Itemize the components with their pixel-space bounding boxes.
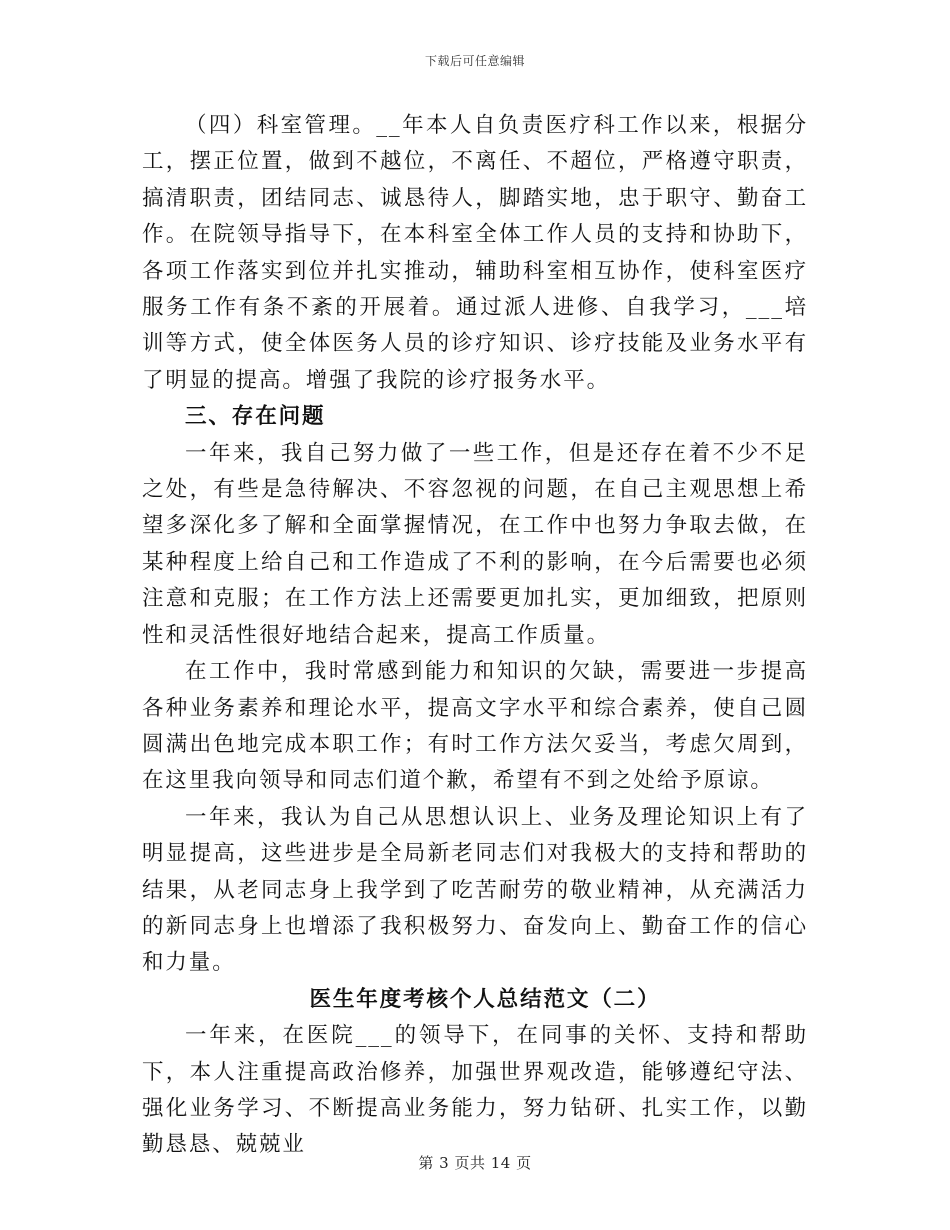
- document-subtitle: 医生年度考核个人总结范文（二）: [309, 986, 661, 1012]
- paragraph-progress: 一年来，我认为自己从思想认识上、业务及理论知识上有了明显提高，这些进步是全局新老同志们对我极大的支持和帮助的结果，从老同志身上我学到了吃苦耐劳的敬业精神，从充满活力的新同志身上也增添了我积极努力、奋发向上、勤奋工作的信心和力量。: [142, 804, 808, 976]
- document-body: [142, 108, 808, 1164]
- paragraph-lack-of-ability: 在工作中，我时常感到能力和知识的欠缺，需要进一步提高各种业务素养和理论水平，提高文字水平和综合素养，使自己圆圆满出色地完成本职工作；有时工作方法欠妥当，考虑欠周到，在这里我向领导和同志们道个歉，希望有不到之处给予原谅。: [142, 659, 808, 794]
- page-header: 下载后可任意编辑: [424, 54, 525, 68]
- paragraph-department-management: （四）科室管理。__年本人自负责医疗科工作以来，根据分工，摆正位置，做到不越位，不离任、不超位，严格遵守职责，搞清职责，团结同志、诚恳待人，脚踏实地，忠于职守、勤奋工作。在院领导指导下，在本科室全体工作人员的支持和协助下，各项工作落实到位并扎实推动，辅助科室相互协作，使科室医疗服务工作有条不紊的开展着。通过派人进修、自我学习，___培训等方式，使全体医务人员的诊疗知识、诊疗技能及业务水平有了明显的提高。增强了我院的诊疗报务水平。: [142, 113, 808, 393]
- paragraph-shortcomings: 一年来，我自己努力做了一些工作，但是还存在着不少不足之处，有些是急待解决、不容忽视的问题，在自己主观思想上希望多深化多了解和全面掌握情况，在工作中也努力争取去做，在某种程度上给自己和工作造成了不利的影响，在今后需要也必须注意和克服；在工作方法上还需要更加扎实，更加细致，把原则性和灵活性很好地结合起来，提高工作质量。: [142, 440, 808, 648]
- page-number: 第 3 页共 14 页: [418, 1154, 532, 1172]
- paragraph-second-summary-intro: 一年来，在医院___的领导下，在同事的关怀、支持和帮助下，本人注重提高政治修养，加强世界观改造，能够遵纪守法、强化业务学习、不断提高业务能力，努力钻研、扎实工作，以勤勤恳恳、兢兢业: [142, 1023, 808, 1158]
- section-heading-problems: 三、存在问题: [185, 404, 326, 430]
